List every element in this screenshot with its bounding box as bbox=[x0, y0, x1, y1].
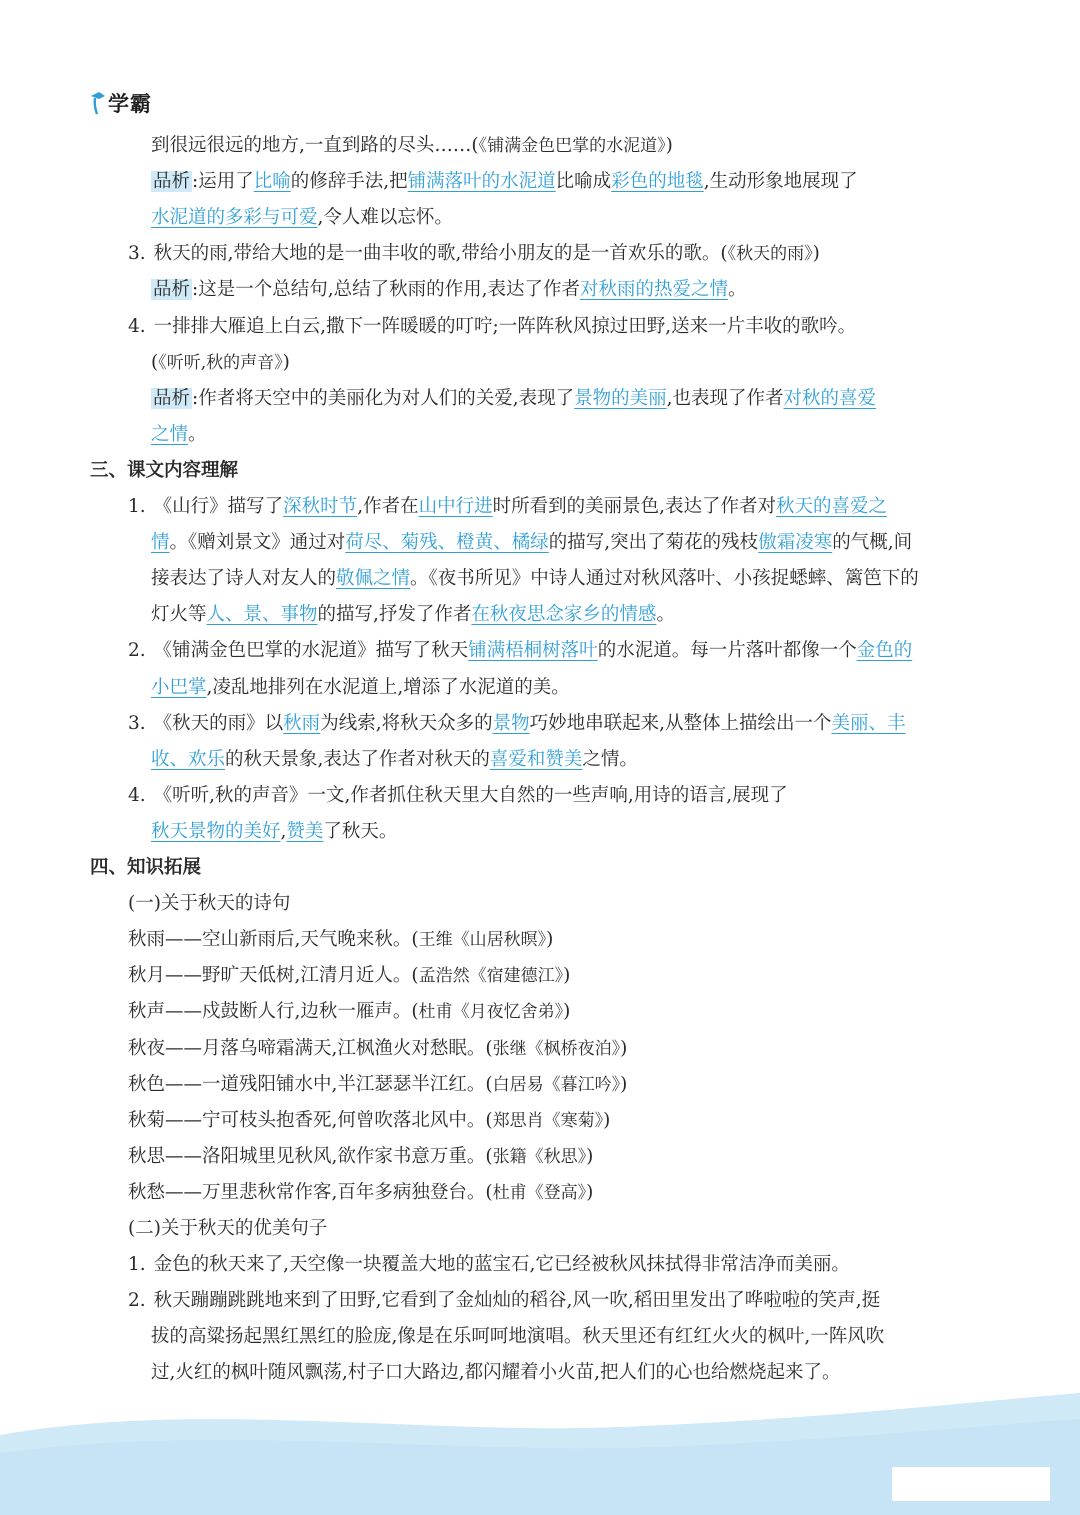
answer-underline: 之情 bbox=[151, 423, 189, 445]
text-run: 一排排大雁追上白云,撒下一阵暖暖的叮咛;一阵阵秋风掠过田野,送来一片丰收的歌吟。 bbox=[153, 315, 857, 337]
item-number: 1. bbox=[128, 496, 146, 517]
text-line bbox=[128, 1247, 850, 1283]
source-citation: 王维《山居秋暝》 bbox=[418, 930, 547, 951]
text-run: 《山行》描写了 bbox=[153, 496, 284, 517]
text-run: ) bbox=[586, 1181, 594, 1203]
answer-underline: 水泥道的多彩与可爱 bbox=[151, 207, 318, 229]
answer-underline: 比喻 bbox=[253, 171, 291, 193]
text-line bbox=[128, 706, 906, 742]
text-line bbox=[151, 670, 570, 706]
answer-underline: 秋雨 bbox=[283, 712, 321, 734]
text-run: (一)关于秋天的诗句 bbox=[128, 893, 291, 915]
answer-underline: 铺满梧桐树落叶 bbox=[468, 640, 598, 662]
text-run: 巧妙地串联起来,从整体上描绘出一个 bbox=[529, 712, 832, 734]
text-run: 到很远很远的地方,一直到路的尽头……( bbox=[151, 135, 479, 156]
answer-underline: 傲霜凌寒 bbox=[758, 532, 833, 554]
text-run: ) bbox=[620, 1037, 628, 1059]
text-run: ,令人难以忘怀。 bbox=[317, 207, 453, 229]
text-line bbox=[128, 922, 553, 958]
text-line bbox=[128, 994, 570, 1030]
text-run: 秋思——洛阳城里见秋风,欲作家书意万重。( bbox=[128, 1145, 493, 1167]
text-line bbox=[128, 1139, 593, 1175]
text-run: 三、课文内容理解 bbox=[90, 459, 239, 481]
text-run: 为线索,将秋天众多的 bbox=[320, 712, 493, 734]
answer-underline: 在秋夜思念家乡的情感 bbox=[471, 604, 657, 626]
source-citation: 《听听,秋的声音》 bbox=[158, 352, 283, 373]
text-line bbox=[151, 1319, 884, 1355]
source-citation: 杜甫《登高》 bbox=[492, 1182, 587, 1203]
text-line bbox=[128, 1211, 327, 1247]
text-run: :这是一个总结句,总结了秋雨的作用,表达了作者 bbox=[192, 279, 581, 301]
analysis-tag: 品析 bbox=[153, 387, 191, 409]
brand-logo bbox=[90, 86, 152, 120]
answer-underline: 深秋时节 bbox=[283, 496, 358, 517]
text-run: ,凌乱地排列在水泥道上,增添了水泥道的美。 bbox=[206, 676, 570, 698]
text-line bbox=[151, 525, 912, 561]
text-run: ) bbox=[563, 1001, 571, 1023]
source-citation: 孟浩然《宿建德江》 bbox=[418, 966, 564, 987]
item-number: 4. bbox=[128, 315, 146, 337]
text-run: ) bbox=[563, 965, 571, 987]
text-run: 比喻成 bbox=[555, 171, 612, 193]
item-number: 4. bbox=[128, 784, 146, 806]
text-run: 的描写,突出了菊花的残枝 bbox=[548, 532, 759, 554]
text-line bbox=[151, 345, 290, 381]
answer-underline: 对秋雨的热爱之情 bbox=[580, 279, 729, 301]
text-run: 接表达了诗人对友人的 bbox=[151, 568, 337, 590]
analysis-tag: 品析 bbox=[153, 171, 191, 193]
text-run: 秋声——戍鼓断人行,边秋一雁声。( bbox=[128, 1001, 419, 1023]
text-run: 。 bbox=[188, 423, 207, 445]
text-run: :运用了 bbox=[192, 171, 254, 193]
text-line bbox=[151, 381, 876, 417]
text-line bbox=[128, 1103, 610, 1139]
source-citation: 杜甫《月夜忆舍弟》 bbox=[418, 1002, 564, 1023]
blank-label bbox=[892, 1467, 1050, 1501]
text-line bbox=[128, 309, 856, 345]
answer-underline: 小巴掌 bbox=[151, 676, 207, 698]
item-number: 2. bbox=[128, 640, 146, 662]
text-run: ) bbox=[812, 243, 820, 265]
text-run: 《听听,秋的声音》一文,作者抓住秋天里大自然的一些声响,用诗的语言,展现了 bbox=[153, 784, 788, 806]
text-run: , bbox=[280, 820, 287, 842]
text-run: 过,火红的枫叶随风飘荡,村子口大路边,都闪耀着小火苗,把人们的心也给燃烧起来了。 bbox=[151, 1362, 841, 1384]
text-line bbox=[128, 1175, 593, 1211]
text-run: 的修辞手法,把 bbox=[290, 171, 408, 193]
text-line bbox=[151, 742, 638, 778]
item-number: 3. bbox=[128, 712, 146, 734]
text-run: 《铺满金色巴掌的水泥道》描写了秋天 bbox=[153, 640, 469, 662]
brand-name: 学霸 bbox=[108, 92, 152, 116]
text-run: 时所看到的美丽景色,表达了作者对 bbox=[492, 496, 776, 517]
text-line bbox=[151, 128, 673, 164]
text-run: 的描写,抒发了作者 bbox=[317, 604, 472, 626]
text-run: ) bbox=[282, 351, 290, 373]
text-line bbox=[128, 236, 820, 272]
answer-underline: 收、欢乐 bbox=[151, 748, 226, 770]
text-run: ( bbox=[151, 351, 159, 373]
text-run: ) bbox=[546, 929, 554, 951]
answer-underline: 铺满落叶的水泥道 bbox=[407, 171, 556, 193]
text-run: ,生动形象地展现了 bbox=[703, 171, 858, 193]
text-line bbox=[128, 958, 570, 994]
answer-underline: 山中行进 bbox=[418, 496, 493, 517]
text-run: ,作者在 bbox=[357, 496, 419, 517]
answer-underline: 景物的美丽 bbox=[574, 387, 667, 409]
answer-underline: 人、景、事物 bbox=[206, 604, 318, 626]
answer-underline: 美丽、丰 bbox=[831, 712, 906, 734]
source-citation: 张继《枫桥夜泊》 bbox=[492, 1038, 621, 1059]
text-line bbox=[151, 164, 858, 200]
text-run: 灯火等 bbox=[151, 604, 207, 626]
text-run: 之情。 bbox=[582, 748, 638, 770]
item-number: 1. bbox=[128, 1254, 146, 1276]
answer-underline: 对秋的喜爱 bbox=[783, 387, 877, 409]
item-number: 3. bbox=[128, 243, 146, 265]
text-run: 。《赠刘景文》通过对 bbox=[169, 532, 346, 554]
answer-underline: 秋天景物的美好 bbox=[151, 820, 281, 842]
source-citation: 张籍《秋思》 bbox=[492, 1146, 587, 1167]
analysis-tag: 品析 bbox=[153, 279, 191, 301]
answer-underline: 秋天的喜爱之 bbox=[775, 496, 887, 517]
answer-underline: 荷尽、菊残、橙黄、橘绿 bbox=[345, 532, 549, 554]
item-number: 2. bbox=[128, 1290, 146, 1312]
source-citation: 《铺满金色巴掌的水泥道》 bbox=[478, 136, 666, 156]
answer-underline: 彩色的地毯 bbox=[611, 171, 704, 193]
text-line bbox=[128, 778, 788, 814]
text-run: 拔的高粱扬起黑红黑红的脸庞,像是在乐呵呵地演唱。秋天里还有红红火火的枫叶,一阵风吹 bbox=[151, 1326, 885, 1348]
text-run: ) bbox=[603, 1109, 611, 1131]
text-run: ) bbox=[665, 135, 673, 156]
text-line bbox=[151, 814, 397, 850]
text-run: 秋夜——月落乌啼霜满天,江枫渔火对愁眠。( bbox=[128, 1037, 493, 1059]
text-run: 秋天蹦蹦跳跳地来到了田野,它看到了金灿灿的稻谷,风一吹,稻田里发出了哗啦啦的笑声,挺 bbox=[153, 1290, 881, 1312]
source-citation: 郑思肖《寒菊》 bbox=[492, 1110, 604, 1131]
text-run: 。 bbox=[656, 604, 675, 626]
text-line bbox=[128, 886, 290, 922]
text-run: 秋色——一道残阳铺水中,半江瑟瑟半江红。( bbox=[128, 1073, 493, 1095]
answer-underline: 景物 bbox=[492, 712, 530, 734]
text-run: 的水泥道。每一片落叶都像一个 bbox=[597, 640, 857, 662]
text-run: 了秋天。 bbox=[323, 820, 398, 842]
text-run: 的秋天景象,表达了作者对秋天的 bbox=[225, 748, 490, 770]
text-run: 金色的秋天来了,天空像一块覆盖大地的蓝宝石,它已经被秋风抹拭得非常洁净而美丽。 bbox=[153, 1254, 850, 1276]
text-line bbox=[128, 633, 912, 669]
answer-underline: 赞美 bbox=[286, 820, 324, 842]
answer-underline: 敬佩之情 bbox=[336, 568, 411, 590]
source-citation: 《秋天的雨》 bbox=[727, 244, 813, 265]
text-line bbox=[151, 597, 675, 633]
section-heading bbox=[90, 453, 238, 489]
text-line bbox=[128, 1283, 880, 1319]
text-run: 秋愁——万里悲秋常作客,百年多病独登台。( bbox=[128, 1181, 493, 1203]
text-run: 的气概,间 bbox=[832, 532, 913, 554]
text-run: ,也表现了作者 bbox=[666, 387, 784, 409]
text-run: (二)关于秋天的优美句子 bbox=[128, 1218, 328, 1239]
text-line bbox=[151, 561, 919, 597]
text-run: 秋雨——空山新雨后,天气晚来秋。( bbox=[128, 929, 419, 951]
text-run: 。《夜书所见》中诗人通过对秋风落叶、小孩捉蟋蟀、篱笆下的 bbox=[410, 568, 919, 590]
text-run: 秋天的雨,带给大地的是一曲丰收的歌,带给小朋友的是一首欢乐的歌。( bbox=[153, 243, 728, 265]
graduation-cap-icon bbox=[90, 90, 106, 116]
answer-underline: 金色的 bbox=[856, 640, 913, 662]
text-line bbox=[151, 200, 453, 236]
source-citation: 白居易《暮江吟》 bbox=[492, 1074, 621, 1095]
answer-underline: 情 bbox=[151, 532, 170, 554]
text-run: :作者将天空中的美丽化为对人们的关爱,表现了 bbox=[192, 387, 575, 409]
section-heading bbox=[90, 850, 201, 886]
text-run: 秋月——野旷天低树,江清月近人。( bbox=[128, 965, 419, 987]
text-run: 四、知识拓展 bbox=[90, 857, 202, 878]
answer-underline: 喜爱和赞美 bbox=[489, 748, 583, 770]
text-line bbox=[128, 1031, 627, 1067]
text-line bbox=[128, 489, 887, 525]
text-run: ) bbox=[620, 1073, 628, 1095]
text-run: 秋菊——宁可枝头抱香死,何曾吹落北风中。( bbox=[128, 1109, 493, 1131]
text-line bbox=[151, 272, 747, 308]
text-run: 《秋天的雨》以 bbox=[153, 712, 284, 734]
text-run: 。 bbox=[728, 279, 747, 301]
text-line bbox=[151, 417, 207, 453]
text-run: ) bbox=[586, 1145, 594, 1167]
text-line bbox=[128, 1067, 627, 1103]
